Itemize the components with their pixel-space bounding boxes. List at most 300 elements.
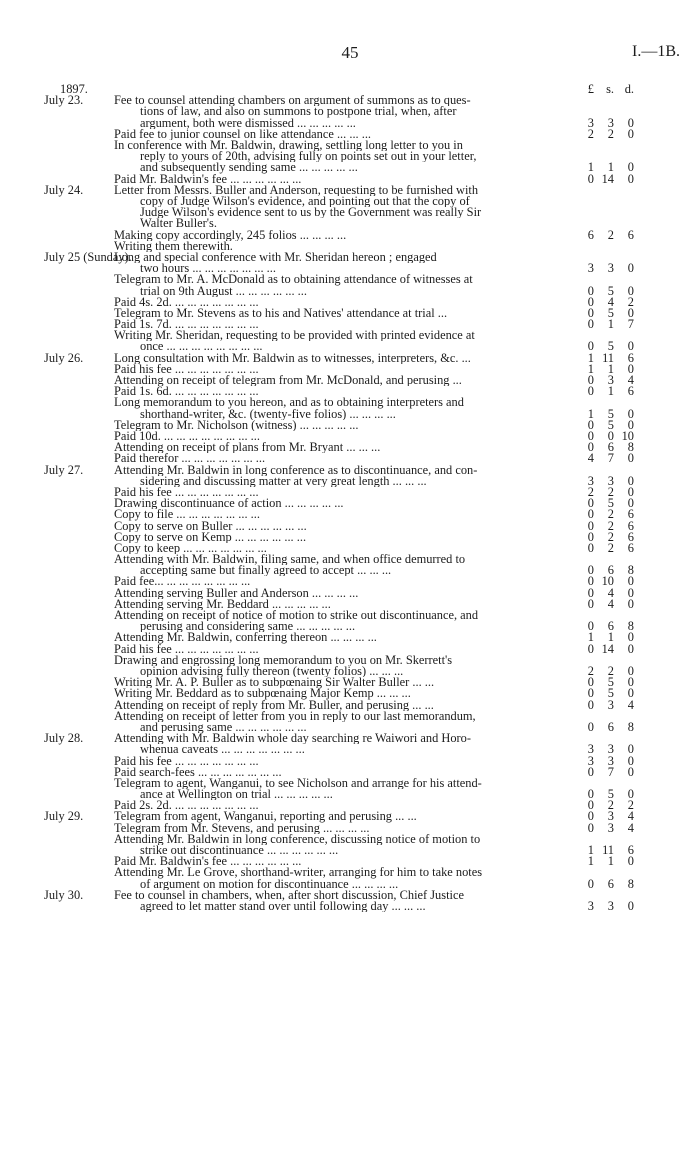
ledger-entry [0,554,700,576]
description-line: reply to yours of 20th, advising fully on points set out in your letter, [140,151,477,163]
ledger-entry [0,540,700,555]
ledger-entry [0,428,700,443]
amount-pounds: 0 [587,384,594,399]
entry-description [114,800,548,811]
amount-pence: 0 [627,854,634,869]
amount-pounds: 6 [587,227,594,242]
amount-shillings: 6 [607,719,614,734]
entry-description [114,375,548,386]
entry-description [114,599,548,610]
description-line: accepting same but finally agreed to accept ... ... ... [140,565,392,577]
description-line: Fee to counsel in chambers, when, after short discussion, Chief Justice [114,889,464,901]
amount-pounds: 1 [587,843,594,858]
description-line: copy of Judge Wilson's evidence, and pointing out that the copy of [140,195,470,208]
description-line: Drawing discontinuance of action ... ... ... ... ... [114,498,344,510]
amount-pence: 0 [627,574,634,589]
entry-description [114,700,548,711]
amount-pounds: 0 [587,798,594,813]
amount-pounds: 3 [587,115,594,130]
entry-date: July 23. [44,93,84,108]
amount-pence: 4 [627,820,634,835]
amount-pence: 7 [627,317,634,332]
entry-description [114,241,548,252]
description-line: Making copy accordingly, 245 folios ... ... ... ... [114,229,347,241]
description-line: Paid therefor ... ... ... ... ... ... ... [114,453,266,465]
currency-header [582,84,648,95]
ledger-entry [0,632,700,643]
amount-pence: 0 [627,585,634,600]
amount-pence: 0 [627,361,634,376]
entry-date: July 26. [44,350,84,365]
entry-description [114,487,548,498]
ledger-entry [0,655,700,677]
description-line: Writing them therewith. [114,240,233,252]
entry-description [114,834,548,856]
ledger-entry [0,518,700,533]
entry-amount [582,227,648,242]
amount-pounds: 0 [587,719,594,734]
amount-shillings: 5 [607,787,614,802]
amount-pounds: 0 [587,820,594,835]
amount-pounds: 0 [587,574,594,589]
amount-pence: 0 [627,160,634,175]
entry-description [114,386,548,397]
entry-description [114,890,548,912]
description-line: Paid Mr. Baldwin's fee ... ... ... ... ... ... [114,856,302,868]
amount-pence: 0 [627,753,634,768]
year-label: 1897. [60,82,88,96]
amount-pounds: 0 [587,440,594,455]
ledger-entry [0,95,700,129]
amount-pence: 6 [627,540,634,555]
amount-pounds: 3 [587,753,594,768]
amount-shillings: 1 [607,160,614,175]
amount-pence: 0 [627,630,634,645]
amount-shillings: 3 [607,820,614,835]
amount-pence: 0 [627,126,634,141]
description-line: Long and special conference with Mr. Sheridan hereon ; engaged [114,251,437,264]
amount-pence: 10 [621,428,634,443]
entry-date: July 24. [44,182,84,197]
amount-shillings: 5 [607,496,614,511]
entry-amount [582,386,648,397]
description-line: Attending on receipt of letter from you in reply to our last memorandum, [114,710,476,722]
entry-amount [582,719,648,734]
ledger-entry [0,171,700,186]
amount-pounds: 3 [587,261,594,276]
entry-description [114,364,548,375]
amount-pence: 8 [627,619,634,634]
description-line: Telegram to Mr. Stevens as to his and Natives' attendance at trial ... [114,307,448,320]
description-line: Writing Mr. Beddard as to subpœnaing Major Kemp ... ... ... [114,688,411,700]
entry-description [114,174,548,185]
ledger-entry [0,596,700,611]
ledger-entry [0,319,700,330]
amount-pounds: 0 [587,686,594,701]
ledger-entry [0,509,700,520]
entry-description [114,140,548,174]
amount-shillings: 3 [607,115,614,130]
description-line: Attending serving Mr. Beddard ... ... ... ... ... [114,598,331,611]
amount-pence: 0 [627,484,634,499]
ledger-entry [0,386,700,397]
amount-pence: 6 [627,507,634,522]
ledger-entry [0,462,700,488]
description-line: Telegram to agent, Wanganui, to see Nicholson and arrange for his attend- [114,777,482,790]
amount-pence: 4 [627,373,634,388]
description-line: Telegram to Mr. A. McDonald as to obtaining attendance of witnesses at [114,274,473,286]
description-line: trial on 9th August ... ... ... ... ... ... [140,285,307,297]
description-line: perusing and considering same ... ... ... ... ... [140,621,356,633]
amount-shillings: 2 [607,798,614,813]
ledger-entry [0,733,700,755]
entry-description [114,274,548,296]
ledger-entry [0,887,700,913]
ledger-entry [0,688,700,699]
amount-pence: 0 [627,742,634,757]
entry-description [114,856,548,867]
amount-pence: 0 [627,686,634,701]
description-line: Judge Wilson's evidence sent to us by the Government was really Sir [140,207,482,219]
ledger-entry [0,350,700,365]
ledger-entry [0,834,700,856]
description-line: Attending Mr. Baldwin in long conference, discussing notice of motion to [114,833,481,846]
amount-pounds: 2 [587,126,594,141]
year-row [0,84,700,95]
amount-pounds: 0 [587,585,594,600]
description-line: Paid fee... ... ... ... ... ... ... ... [114,576,251,588]
amount-pounds: 0 [587,596,594,611]
ledger-entry [0,442,700,453]
amount-pounds: 1 [587,406,594,421]
amount-shillings: 1 [607,361,614,376]
entry-description [114,756,548,767]
amount-pounds: 0 [587,787,594,802]
amount-pounds: 0 [587,619,594,634]
amount-shillings: 5 [607,675,614,690]
amount-pence: 8 [627,719,634,734]
amount-shillings: 3 [607,373,614,388]
amount-pounds: 0 [587,518,594,533]
amount-pence: 0 [627,305,634,320]
ledger-entry [0,484,700,499]
ledger-entry [0,576,700,587]
entry-amount [582,319,648,330]
entry-description [114,644,548,655]
description-line: of argument on motion for discontinuance ... ... ... ... [140,878,399,890]
amount-pounds: 0 [587,641,594,656]
entry-description [114,588,548,599]
amount-pence: 0 [627,496,634,511]
ledger-entry [0,867,700,889]
entry-amount [582,540,648,555]
entry-amount [582,876,648,891]
description-line: two hours ... ... ... ... ... ... ... [140,263,276,275]
description-line: Paid his fee ... ... ... ... ... ... ... [114,363,259,376]
amount-pence: 6 [627,227,634,242]
amount-pounds: 0 [587,417,594,432]
description-line: Paid Mr. Baldwin's fee ... ... ... ... ... ... [114,173,302,185]
amount-shillings: 3 [607,753,614,768]
ledger-entry [0,856,700,867]
amount-shillings: 4 [607,596,614,611]
amount-pence: 4 [627,697,634,712]
amount-shillings: 4 [607,585,614,600]
amount-pounds: 0 [587,283,594,298]
ledger-entry [0,764,700,779]
description-line: ance at Wellington on trial ... ... ... ... ... [140,789,333,801]
amount-shillings: 11 [602,350,614,365]
entry-description [114,297,548,308]
page-number: 45 [341,43,359,62]
ledger-entry [0,140,700,174]
ledger-entry [0,227,700,242]
description-line: Long memorandum to you hereon, and as to obtaining interpreters and [114,397,464,409]
entry-description [114,498,548,509]
description-line: and perusing same ... ... ... ... ... ... [140,721,307,734]
entry-amount [582,171,648,186]
entry-description [114,767,548,778]
amount-pence: 2 [627,798,634,813]
amount-pounds: 0 [587,428,594,443]
entry-description [114,632,548,643]
entry-amount [582,596,648,611]
entry-description [114,442,548,453]
description-line: Attending on receipt of reply from Mr. Buller, and perusing ... ... [114,699,434,711]
ledger-entry [0,800,700,811]
description-line: Paid 1s. 7d. ... ... ... ... ... ... ... [114,319,259,331]
description-line: once ... ... ... ... ... ... ... ... [140,341,263,353]
description-line: Attending Mr. Le Grove, shorthand-writer, arranging for him to take notes [114,867,483,879]
amount-pounds: 1 [587,630,594,645]
amount-pence: 0 [627,787,634,802]
amount-pounds: 0 [587,764,594,779]
entry-date: July 25 (Sunday). [44,249,132,264]
amount-pounds: 1 [587,160,594,175]
entry-description [114,778,548,800]
description-line: Letter from Messrs. Buller and Anderson, requesting to be furnished with [114,184,479,196]
description-line: Drawing and engrossing long memorandum to you on Mr. Skerrett's [114,654,453,666]
ledger-entry [0,610,700,632]
amount-pence: 0 [627,451,634,466]
amount-pence: 8 [627,440,634,455]
entry-amount [582,764,648,779]
description-line: Copy to serve on Buller ... ... ... ... ... ... [114,520,307,532]
amount-pounds: 0 [587,697,594,712]
entry-description [114,95,548,129]
amount-pounds: 1 [587,361,594,376]
ledger-entry [0,305,700,320]
ledger-entry [0,274,700,296]
amount-shillings: 5 [607,417,614,432]
amount-shillings: 7 [607,451,614,466]
description-line: Attending with Mr. Baldwin whole day searching re Waiwori and Horo- [114,733,471,745]
description-line: Telegram from agent, Wanganui, reporting and perusing ... ... [114,811,417,823]
amount-pence: 6 [627,518,634,533]
amount-pounds: 0 [587,876,594,891]
amount-pounds: 0 [587,563,594,578]
amount-pounds: 2 [587,484,594,499]
amount-pounds: 0 [587,373,594,388]
entry-amount [582,697,648,712]
ledger-entry [0,417,700,432]
amount-shillings: 6 [607,876,614,891]
ledger-entry [0,294,700,309]
amount-pence: 0 [627,473,634,488]
amount-pence: 0 [627,115,634,130]
amount-pounds: 0 [587,171,594,186]
entry-description [114,397,548,419]
description-line: Paid 1s. 6d. ... ... ... ... ... ... ... [114,386,259,398]
amount-shillings: 4 [607,294,614,309]
amount-shillings: 3 [607,261,614,276]
ledger [0,84,700,912]
ledger-entry [0,397,700,419]
amount-shillings: 2 [607,663,614,678]
description-line: Paid his fee ... ... ... ... ... ... ... [114,755,259,767]
amount-shillings: 6 [607,563,614,578]
entry-amount [582,453,648,464]
amount-pounds: 4 [587,451,594,466]
amount-pence: 4 [627,809,634,824]
description-line: Copy to serve on Kemp ... ... ... ... ... ... [114,531,307,543]
amount-pence: 0 [627,764,634,779]
description-line: Paid 2s. 2d. ... ... ... ... ... ... ... [114,800,259,812]
amount-shillings: 2 [607,529,614,544]
entry-description [114,509,548,520]
amount-shillings: 2 [607,126,614,141]
amount-pounds: 1 [587,854,594,869]
entry-description [114,711,548,733]
amount-shillings: 5 [607,406,614,421]
ledger-entry [0,498,700,509]
amount-pence: 0 [627,261,634,276]
amount-shillings: 6 [607,440,614,455]
entry-description [114,688,548,699]
ledger-entry [0,711,700,733]
entry-description [114,733,548,755]
description-line: Long consultation with Mr. Baldwin as to witnesses, interpreters, &c. ... [114,352,471,364]
amount-pounds: 0 [587,675,594,690]
ledger-entry [0,330,700,352]
description-line: Paid 10d. ... ... ... ... ... ... ... ... [114,430,260,443]
amount-shillings: 1 [607,630,614,645]
entry-description [114,230,548,241]
amount-shillings: 11 [602,843,614,858]
entry-description [114,353,548,364]
description-line: Attending serving Buller and Anderson ... ... ... ... [114,587,359,599]
amount-pounds: 0 [587,339,594,354]
amount-pounds: 0 [587,540,594,555]
ledger-entry [0,126,700,141]
amount-pence: 6 [627,384,634,399]
amount-pence: 0 [627,406,634,421]
entry-description [114,532,548,543]
entry-description [114,431,548,442]
amount-pence: 8 [627,563,634,578]
entry-description [114,521,548,532]
amount-shillings: 3 [607,697,614,712]
entry-description [114,576,548,587]
amount-pounds: 0 [587,305,594,320]
description-line: whenua caveats ... ... ... ... ... ... ... [140,744,305,756]
entry-amount [582,820,648,835]
entry-description [114,129,548,140]
amount-shillings: 10 [601,574,614,589]
amount-pounds: 0 [587,809,594,824]
amount-shillings: 1 [607,384,614,399]
description-line: Paid his fee ... ... ... ... ... ... ... [114,643,259,655]
amount-shillings: 2 [607,518,614,533]
entry-description [114,252,548,274]
amount-shillings: 5 [607,305,614,320]
description-line: Copy to keep ... ... ... ... ... ... ... [114,542,267,555]
description-line: Writing Mr. Sheridan, requesting to be provided with printed evidence at [114,330,475,342]
ledger-entry [0,811,700,822]
entry-description [114,308,548,319]
amount-pounds: 0 [587,294,594,309]
amount-pounds: 1 [587,350,594,365]
entry-description [114,319,548,330]
description-line: Attending Mr. Baldwin in long conference as to discontinuance, and con- [114,464,478,476]
entry-description [114,823,548,834]
ledger-entry [0,820,700,835]
description-line: Writing Mr. A. P. Buller as to subpœnaing Sir Walter Buller ... ... [114,677,435,689]
amount-pounds: 3 [587,899,594,913]
description-line: Attending on receipt of notice of motion to strike out discontinuance, and [114,610,479,622]
pounds-header: £ [587,82,594,96]
amount-pence: 0 [627,641,634,656]
amount-pence: 0 [627,339,634,354]
ledger-entry [0,453,700,464]
description-line: In conference with Mr. Baldwin, drawing, settling long letter to you in [114,139,463,152]
ledger-entry [0,361,700,376]
amount-pence: 2 [627,294,634,309]
amount-shillings: 2 [607,227,614,242]
entry-description [114,465,548,487]
amount-shillings: 1 [607,317,614,332]
description-line: Paid search-fees ... ... ... ... ... ... ... [114,766,282,778]
entry-description [114,420,548,431]
description-line: sidering and discussing matter at very great length ... ... ... [140,475,427,487]
amount-shillings: 5 [607,283,614,298]
description-line: opinion advising fully thereon (twenty folios) ... ... ... [140,665,404,678]
description-line: Attending with Mr. Baldwin, filing same, and when office demurred to [114,554,466,566]
amount-shillings: 2 [607,484,614,499]
amount-shillings: 2 [607,540,614,555]
shillings-header: s. [606,82,614,96]
amount-shillings: 3 [607,742,614,757]
amount-pence: 6 [627,843,634,858]
amount-pence: 0 [627,663,634,678]
ledger-entry [0,697,700,712]
description-line: Attending on receipt of plans from Mr. Bryant ... ... ... [114,442,381,454]
amount-shillings: 14 [601,641,614,656]
ledger-entry [0,529,700,544]
entry-description [114,655,548,677]
description-line: Walter Buller's. [140,218,217,230]
description-line: tions of law, and also on summons to postpone trial, when, after [140,106,457,118]
ledger-entry [0,778,700,800]
description-line: Paid his fee ... ... ... ... ... ... ... [114,486,259,499]
entry-date: July 27. [44,462,84,477]
amount-pounds: 0 [587,529,594,544]
amount-pence: 6 [627,529,634,544]
pence-header: d. [624,82,634,96]
entry-description [114,811,548,822]
amount-pence: 6 [627,350,634,365]
amount-shillings: 14 [601,171,614,186]
